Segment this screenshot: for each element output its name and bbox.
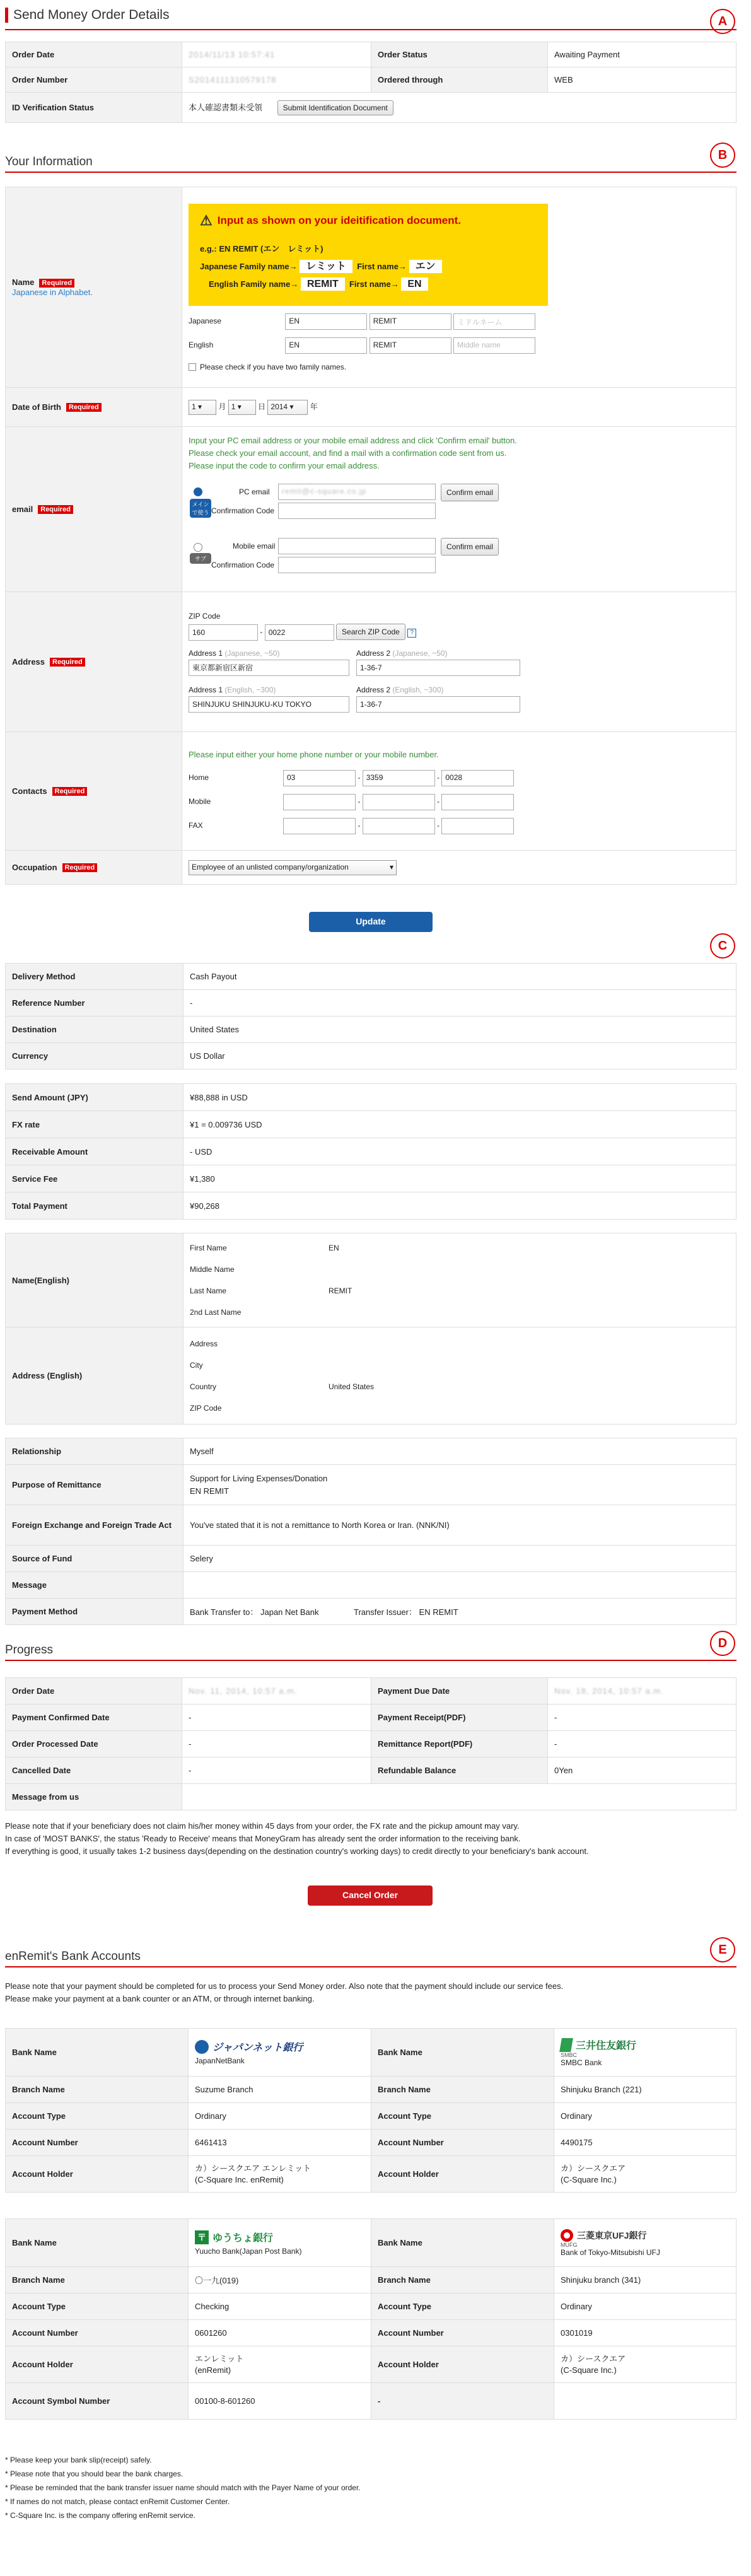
first-name-label: First Name bbox=[190, 1244, 227, 1252]
cancelled-date-label: Cancelled Date bbox=[6, 1757, 182, 1784]
dob-year-value: 2014 bbox=[271, 402, 288, 411]
addr1-en-input[interactable]: SHINJUKU SHINJUKU-KU TOKYO bbox=[189, 696, 349, 713]
email-label: email bbox=[12, 504, 33, 514]
address-label: Address bbox=[12, 656, 45, 667]
yuucho-holder-en: (enRemit) bbox=[195, 2365, 231, 2375]
account-holder-label: Account Holder bbox=[6, 2156, 189, 2193]
ufj-branch: Shinjuku branch (341) bbox=[554, 2267, 736, 2293]
total-payment-value: ¥90,268 bbox=[183, 1192, 736, 1220]
dob-day-value: 1 bbox=[231, 402, 236, 411]
dash: - bbox=[437, 820, 440, 830]
service-fee-value: ¥1,380 bbox=[183, 1165, 736, 1192]
remittance-details-table bbox=[5, 1438, 736, 1625]
smbc-holder-en: (C-Square Inc.) bbox=[561, 2174, 617, 2184]
dash: - bbox=[358, 772, 361, 782]
payment-due-value: Nov. 18, 2014, 10:57 a.m. bbox=[554, 1686, 664, 1696]
order-processed-label: Order Processed Date bbox=[6, 1731, 182, 1757]
warning-icon: ⚠ bbox=[200, 212, 212, 228]
dob-month-value: 1 bbox=[192, 402, 196, 411]
sub-email-radio[interactable] bbox=[194, 543, 202, 552]
name-label: Name bbox=[12, 277, 35, 288]
footnote-1: * Please keep your bank slip(receipt) safely. bbox=[5, 2456, 152, 2464]
notice-first: First name→ bbox=[349, 279, 399, 289]
id-verification-status: 本人確認書類未受領 bbox=[189, 102, 263, 112]
account-number-label: Account Number bbox=[6, 2130, 189, 2156]
bank-name-label: Bank Name bbox=[6, 2219, 189, 2267]
section-badge-a: A bbox=[710, 9, 735, 34]
order-processed-value: - bbox=[182, 1731, 371, 1757]
reference-number-label: Reference Number bbox=[6, 990, 183, 1017]
purpose-name: EN REMIT bbox=[190, 1486, 230, 1496]
middle-name-label: Middle Name bbox=[190, 1265, 235, 1274]
payment-method-value: Bank Transfer to： Japan Net Bank bbox=[190, 1607, 319, 1617]
account-type-label: Account Type bbox=[371, 2103, 554, 2130]
destination-label: Destination bbox=[6, 1017, 183, 1043]
bank-name-label: Bank Name bbox=[371, 2219, 554, 2267]
dob-day-select[interactable]: 1 ▾ bbox=[228, 400, 256, 415]
bank-intro bbox=[5, 1980, 563, 2005]
first-name-value: EN bbox=[329, 1244, 339, 1252]
contacts-note: Please input either your home phone number or your mobile number. bbox=[189, 749, 439, 759]
divider bbox=[5, 172, 736, 173]
cancelled-date-value: - bbox=[182, 1757, 371, 1784]
pc-confirmation-code-input[interactable] bbox=[278, 503, 436, 519]
update-button[interactable]: Update bbox=[309, 912, 433, 932]
help-icon[interactable]: ? bbox=[407, 629, 416, 638]
dash: - bbox=[437, 796, 440, 806]
mobile-email-input[interactable] bbox=[278, 538, 436, 554]
addr2-jp-input[interactable]: 1-36-7 bbox=[356, 660, 520, 676]
required-badge: Required bbox=[38, 505, 73, 514]
order-number-value: S2014111310579178 bbox=[189, 75, 277, 85]
branch-name-label: Branch Name bbox=[6, 2077, 189, 2103]
dob-label: Date of Birth bbox=[12, 402, 61, 412]
bank-table-2 bbox=[5, 2218, 736, 2420]
ufj-account-number: 0301019 bbox=[554, 2320, 736, 2346]
smbc-logo-sub: SMBC bbox=[561, 2052, 578, 2058]
bank-footnotes bbox=[5, 2453, 361, 2522]
mobile-confirmation-code-label: Confirmation Code bbox=[211, 560, 275, 569]
addr1-jp-input[interactable]: 東京都新宿区新宿 bbox=[189, 660, 349, 676]
account-symbol-label: Account Symbol Number bbox=[6, 2383, 189, 2420]
section-badge-b: B bbox=[710, 143, 735, 168]
last-name-label: Last Name bbox=[190, 1286, 227, 1295]
refundable-balance-value: 0Yen bbox=[548, 1757, 736, 1784]
addr2-en-label: Address 2 bbox=[356, 685, 391, 694]
footnote-3: * Please be reminded that the bank transfer issuer name should match with the Payer Name of your order. bbox=[5, 2483, 361, 2492]
account-number-label: Account Number bbox=[6, 2320, 189, 2346]
jp-last-name-input[interactable]: REMIT bbox=[370, 313, 451, 330]
addr2-en-hint: (English, ~300) bbox=[392, 685, 444, 694]
ufj-symbol: - bbox=[371, 2383, 554, 2420]
remittance-report-label: Remittance Report(PDF) bbox=[371, 1731, 548, 1757]
yuucho-holder: エンレミット bbox=[195, 2353, 244, 2363]
progress-table bbox=[5, 1677, 736, 1810]
purpose-label: Purpose of Remittance bbox=[6, 1465, 183, 1505]
yuucho-logo bbox=[195, 2230, 364, 2244]
purpose-value: Support for Living Expenses/Donation bbox=[190, 1473, 328, 1483]
payment-receipt-value: - bbox=[548, 1705, 736, 1731]
zip-label: ZIP Code bbox=[189, 612, 221, 621]
ufj-holder: カ）シースクエア bbox=[561, 2353, 626, 2363]
addr1-en-label: Address 1 bbox=[189, 685, 223, 694]
addr2-jp-hint: (Japanese, ~50) bbox=[392, 648, 448, 658]
jnb-logo-icon bbox=[195, 2040, 209, 2054]
mobile-label: Mobile bbox=[189, 796, 211, 806]
fax-1[interactable] bbox=[283, 818, 356, 834]
notice-jp-family: Japanese Family name→ bbox=[200, 261, 298, 271]
beneficiary-table bbox=[5, 1233, 736, 1425]
email-note-3: Please input the code to confirm your email address. bbox=[189, 460, 380, 470]
second-last-name-label: 2nd Last Name bbox=[190, 1308, 242, 1317]
order-date-label: Order Date bbox=[6, 42, 182, 67]
jnb-logo bbox=[195, 2039, 364, 2054]
japanese-in-alphabet-link[interactable]: Japanese in Alphabet. bbox=[12, 287, 93, 297]
section-badge-d: D bbox=[710, 1631, 735, 1656]
en-middle-name-input[interactable]: Middle name bbox=[453, 337, 535, 354]
total-payment-label: Total Payment bbox=[6, 1192, 183, 1220]
addr1-en-hint: (English, ~300) bbox=[224, 685, 276, 694]
smbc-account-number: 4490175 bbox=[554, 2130, 736, 2156]
pc-confirmation-code-label: Confirmation Code bbox=[211, 506, 275, 515]
ordered-through-value: WEB bbox=[548, 67, 736, 93]
email-note-2: Please check your email account, and find a mail with a confirmation code sent from us. bbox=[189, 448, 507, 458]
jnb-holder-en: (C-Square Inc. enRemit) bbox=[195, 2174, 284, 2184]
mobile-confirmation-code-input[interactable] bbox=[278, 557, 436, 573]
bank-intro-2: Please make your payment at a bank counter or an ATM, or through internet banking. bbox=[5, 1994, 315, 2003]
country-value: United States bbox=[329, 1382, 375, 1391]
smbc-logo-text: 三井住友銀行 bbox=[576, 2041, 637, 2051]
notice-jp-first-value: エン bbox=[409, 260, 442, 273]
section-badge-c: C bbox=[710, 933, 735, 959]
progress-order-date-label: Order Date bbox=[6, 1678, 182, 1705]
two-family-checkbox[interactable] bbox=[189, 363, 196, 371]
smbc-account-type: Ordinary bbox=[554, 2103, 736, 2130]
account-number-label: Account Number bbox=[371, 2320, 554, 2346]
branch-name-label: Branch Name bbox=[371, 2267, 554, 2293]
year-unit: 年 bbox=[310, 402, 318, 411]
two-family-label: Please check if you have two family names. bbox=[200, 362, 347, 371]
payment-receipt-label: Payment Receipt(PDF) bbox=[371, 1705, 548, 1731]
currency-label: Currency bbox=[6, 1043, 183, 1069]
ufj-logo-sub: MUFG bbox=[561, 2241, 578, 2248]
en-first-name-input[interactable]: EN bbox=[285, 337, 367, 354]
ufj-logo-icon bbox=[561, 2229, 573, 2242]
jnb-holder: カ）シースクエア エンレミット bbox=[195, 2163, 311, 2173]
remittance-info-table bbox=[5, 963, 736, 1069]
occupation-select[interactable]: Employee of an unlisted company/organization ▾ bbox=[189, 860, 397, 875]
name-english-label: Name(English) bbox=[6, 1233, 183, 1327]
progress-note-3: If everything is good, it usually takes 1-2 business days(depending on the destination country's working days) to credit directly to your beneficiary's bank account. bbox=[5, 1846, 589, 1856]
order-status-value: Awaiting Payment bbox=[548, 42, 736, 67]
smbc-holder: カ）シースクエア bbox=[561, 2163, 626, 2173]
yuucho-logo-text: ゆうちょ銀行 bbox=[212, 2233, 274, 2244]
smbc-logo bbox=[561, 2037, 730, 2052]
relationship-label: Relationship bbox=[6, 1438, 183, 1465]
notice-en-first-value: EN bbox=[401, 277, 428, 291]
account-holder-label: Account Holder bbox=[371, 2346, 554, 2383]
required-badge: Required bbox=[52, 787, 88, 796]
delivery-method-label: Delivery Method bbox=[6, 964, 183, 990]
home-phone-2[interactable]: 3359 bbox=[363, 770, 435, 786]
source-of-fund-value: Selery bbox=[183, 1546, 736, 1572]
jp-middle-name-input[interactable]: ミドルネーム bbox=[453, 313, 535, 330]
your-information-title: Your Information bbox=[5, 155, 93, 168]
addr1-jp-hint: (Japanese, ~50) bbox=[224, 648, 280, 658]
divider bbox=[5, 29, 736, 30]
refundable-balance-label: Refundable Balance bbox=[371, 1757, 548, 1784]
jnb-account-type: Ordinary bbox=[189, 2103, 371, 2130]
send-amount-value: ¥88,888 in USD bbox=[183, 1084, 736, 1111]
ufj-symbol-empty bbox=[554, 2383, 736, 2420]
dob-month-select[interactable]: 1 ▾ bbox=[189, 400, 216, 415]
fx-rate-value: ¥1 = 0.009736 USD bbox=[183, 1111, 736, 1138]
required-badge: Required bbox=[39, 279, 74, 288]
required-badge: Required bbox=[66, 403, 102, 412]
main-tag: メインで使う bbox=[190, 499, 211, 518]
japanese-label: Japanese bbox=[189, 316, 222, 325]
jnb-account-number: 6461413 bbox=[189, 2130, 371, 2156]
footnote-2: * Please note that you should bear the bank charges. bbox=[5, 2469, 183, 2478]
address-label: Address bbox=[190, 1339, 218, 1348]
main-email-radio[interactable] bbox=[194, 487, 202, 496]
ufj-logo-text: 三菱東京UFJ銀行 bbox=[577, 2230, 647, 2241]
sub-tag: サブ bbox=[190, 553, 211, 564]
message-value bbox=[183, 1572, 736, 1599]
account-type-label: Account Type bbox=[6, 2103, 189, 2130]
payment-due-label: Payment Due Date bbox=[371, 1678, 548, 1705]
confirm-mobile-email-button[interactable]: Confirm email bbox=[441, 538, 499, 556]
account-holder-label: Account Holder bbox=[371, 2156, 554, 2193]
jnb-bank-name: JapanNetBank bbox=[195, 2056, 245, 2065]
address-english-label: Address (English) bbox=[6, 1327, 183, 1425]
bank-accounts-title: enRemit's Bank Accounts bbox=[5, 1950, 141, 1963]
required-badge: Required bbox=[62, 863, 98, 872]
smbc-logo-icon bbox=[559, 2038, 573, 2052]
cancel-order-button[interactable]: Cancel Order bbox=[308, 1885, 433, 1906]
service-fee-label: Service Fee bbox=[6, 1165, 183, 1192]
account-type-label: Account Type bbox=[6, 2293, 189, 2320]
message-from-us-value bbox=[182, 1784, 736, 1810]
confirm-pc-email-button[interactable]: Confirm email bbox=[441, 484, 499, 501]
bank-intro-1: Please note that your payment should be completed for us to process your Send Money order. Also note that the payment should include our service fees. bbox=[5, 1981, 564, 1991]
relationship-value: Myself bbox=[183, 1438, 736, 1465]
divider bbox=[5, 1660, 736, 1661]
account-type-label: Account Type bbox=[371, 2293, 554, 2320]
footnote-4: * If names do not match, please contact enRemit Customer Center. bbox=[5, 2497, 230, 2506]
your-information-table bbox=[5, 187, 736, 885]
mobile-email-label: Mobile email bbox=[233, 541, 276, 551]
footnote-5: * C-Square Inc. is the company offering enRemit service. bbox=[5, 2511, 195, 2520]
occupation-value: Employee of an unlisted company/organization bbox=[192, 862, 349, 871]
progress-order-date-value: Nov. 11, 2014, 10:57 a.m. bbox=[189, 1686, 298, 1696]
currency-value: US Dollar bbox=[183, 1043, 736, 1069]
reference-number-value: - bbox=[183, 990, 736, 1017]
zip-input-1[interactable]: 160 bbox=[189, 624, 258, 641]
account-holder-label: Account Holder bbox=[6, 2346, 189, 2383]
bank-table-1 bbox=[5, 2028, 736, 2193]
home-phone-1[interactable]: 03 bbox=[283, 770, 356, 786]
yuucho-branch: 〇一九(019) bbox=[189, 2267, 371, 2293]
section-badge-e: E bbox=[710, 1937, 735, 1962]
branch-name-label: Branch Name bbox=[371, 2077, 554, 2103]
payment-confirmed-label: Payment Confirmed Date bbox=[6, 1705, 182, 1731]
addr2-en-input[interactable]: 1-36-7 bbox=[356, 696, 520, 713]
transfer-issuer-value: Transfer Issuer： EN REMIT bbox=[354, 1607, 458, 1617]
search-zip-button[interactable]: Search ZIP Code bbox=[336, 624, 405, 640]
addr2-jp-label: Address 2 bbox=[356, 648, 391, 658]
delivery-method-value: Cash Payout bbox=[183, 964, 736, 990]
foreign-exchange-value: You've stated that it is not a remittance to North Korea or Iran. (NNK/NI) bbox=[183, 1505, 736, 1546]
progress-title: Progress bbox=[5, 1643, 54, 1657]
fax-label: FAX bbox=[189, 820, 203, 830]
progress-note-1: Please note that if your beneficiary does not claim his/her money within 45 days from your order, the FX rate and the pickup amount may vary. bbox=[5, 1821, 520, 1831]
foreign-exchange-label: Foreign Exchange and Foreign Trade Act bbox=[6, 1505, 183, 1546]
yuucho-symbol: 00100-8-601260 bbox=[189, 2383, 371, 2420]
jp-first-name-input[interactable]: EN bbox=[285, 313, 367, 330]
mobile-phone-1[interactable] bbox=[283, 794, 356, 810]
order-status-label: Order Status bbox=[371, 42, 548, 67]
dob-year-select[interactable]: 2014 ▾ bbox=[267, 400, 308, 415]
receivable-amount-label: Receivable Amount bbox=[6, 1138, 183, 1165]
addr1-jp-label: Address 1 bbox=[189, 648, 223, 658]
fax-2[interactable] bbox=[363, 818, 435, 834]
fax-3[interactable] bbox=[441, 818, 514, 834]
notice-first: First name→ bbox=[357, 261, 407, 271]
id-verification-label: ID Verification Status bbox=[6, 93, 182, 123]
mobile-phone-3[interactable] bbox=[441, 794, 514, 810]
account-number-label: Account Number bbox=[371, 2130, 554, 2156]
page-title: Send Money Order Details bbox=[5, 8, 169, 23]
dash: - bbox=[358, 796, 361, 806]
dash: - bbox=[260, 627, 263, 637]
remittance-report-value: - bbox=[548, 1731, 736, 1757]
submit-id-button[interactable]: Submit Identification Document bbox=[277, 100, 393, 115]
message-label: Message bbox=[6, 1572, 183, 1599]
yuucho-bank-name: Yuucho Bank(Japan Post Bank) bbox=[195, 2247, 302, 2256]
email-note-1: Input your PC email address or your mobile email address and click 'Confirm email' button. bbox=[189, 435, 517, 445]
divider bbox=[5, 1966, 736, 1967]
country-label: Country bbox=[190, 1382, 217, 1391]
destination-value: United States bbox=[183, 1017, 736, 1043]
fx-rate-label: FX rate bbox=[6, 1111, 183, 1138]
receivable-amount-value: - USD bbox=[183, 1138, 736, 1165]
progress-notes bbox=[5, 1820, 589, 1858]
order-summary-table bbox=[5, 42, 736, 123]
occupation-label: Occupation bbox=[12, 862, 57, 872]
amount-table bbox=[5, 1083, 736, 1220]
dash: - bbox=[358, 820, 361, 830]
contacts-label: Contacts bbox=[12, 786, 47, 796]
pc-email-input[interactable] bbox=[278, 484, 436, 500]
yuucho-account-number: 0601260 bbox=[189, 2320, 371, 2346]
jnb-branch: Suzume Branch bbox=[189, 2077, 371, 2103]
notice-example: e.g.: EN REMIT (エン レミット) bbox=[200, 243, 323, 254]
ufj-logo bbox=[561, 2229, 730, 2242]
name-notice-box bbox=[189, 204, 548, 306]
notice-en-family-value: REMIT bbox=[301, 277, 345, 291]
ufj-account-type: Ordinary bbox=[554, 2293, 736, 2320]
ufj-holder-en: (C-Square Inc.) bbox=[561, 2365, 617, 2375]
zip-label: ZIP Code bbox=[190, 1403, 222, 1413]
bank-name-label: Bank Name bbox=[6, 2029, 189, 2077]
notice-jp-family-value: レミット bbox=[300, 260, 352, 273]
source-of-fund-label: Source of Fund bbox=[6, 1546, 183, 1572]
message-from-us-label: Message from us bbox=[6, 1784, 182, 1810]
notice-en-family: English Family name→ bbox=[209, 279, 299, 289]
day-unit: 日 bbox=[258, 402, 266, 411]
payment-method-label: Payment Method bbox=[6, 1599, 183, 1625]
month-unit: 月 bbox=[218, 402, 226, 411]
home-phone-3[interactable]: 0028 bbox=[441, 770, 514, 786]
smbc-bank-name: SMBC Bank bbox=[561, 2058, 602, 2067]
order-number-label: Order Number bbox=[6, 67, 182, 93]
zip-input-2[interactable]: 0022 bbox=[265, 624, 334, 641]
ufj-bank-name: Bank of Tokyo-Mitsubishi UFJ bbox=[561, 2247, 660, 2257]
send-amount-label: Send Amount (JPY) bbox=[6, 1084, 183, 1111]
notice-headline: Input as shown on your ideitification document. bbox=[217, 214, 462, 226]
last-name-value: REMIT bbox=[329, 1286, 352, 1295]
pc-email-label: PC email bbox=[239, 487, 270, 496]
branch-name-label: Branch Name bbox=[6, 2267, 189, 2293]
home-label: Home bbox=[189, 772, 209, 782]
english-label: English bbox=[189, 340, 214, 349]
bank-name-label: Bank Name bbox=[371, 2029, 554, 2077]
ordered-through-label: Ordered through bbox=[371, 67, 548, 93]
pc-email-value: remit@c-square.co.jp bbox=[282, 486, 367, 496]
mobile-phone-2[interactable] bbox=[363, 794, 435, 810]
smbc-branch: Shinjuku Branch (221) bbox=[554, 2077, 736, 2103]
jnb-logo-text: ジャパンネット銀行 bbox=[212, 2043, 303, 2053]
progress-note-2: In case of 'MOST BANKS', the status 'Ready to Receive' means that MoneyGram has already sent the order information to the receiving bank. bbox=[5, 1834, 521, 1843]
en-last-name-input[interactable]: REMIT bbox=[370, 337, 451, 354]
required-badge: Required bbox=[50, 658, 85, 667]
order-date-value: 2014/11/13 10:57:41 bbox=[189, 50, 276, 59]
payment-confirmed-value: - bbox=[182, 1705, 371, 1731]
city-label: City bbox=[190, 1360, 203, 1370]
dash: - bbox=[437, 772, 440, 782]
yuucho-logo-icon: 〒 bbox=[195, 2230, 209, 2244]
yuucho-account-type: Checking bbox=[189, 2293, 371, 2320]
